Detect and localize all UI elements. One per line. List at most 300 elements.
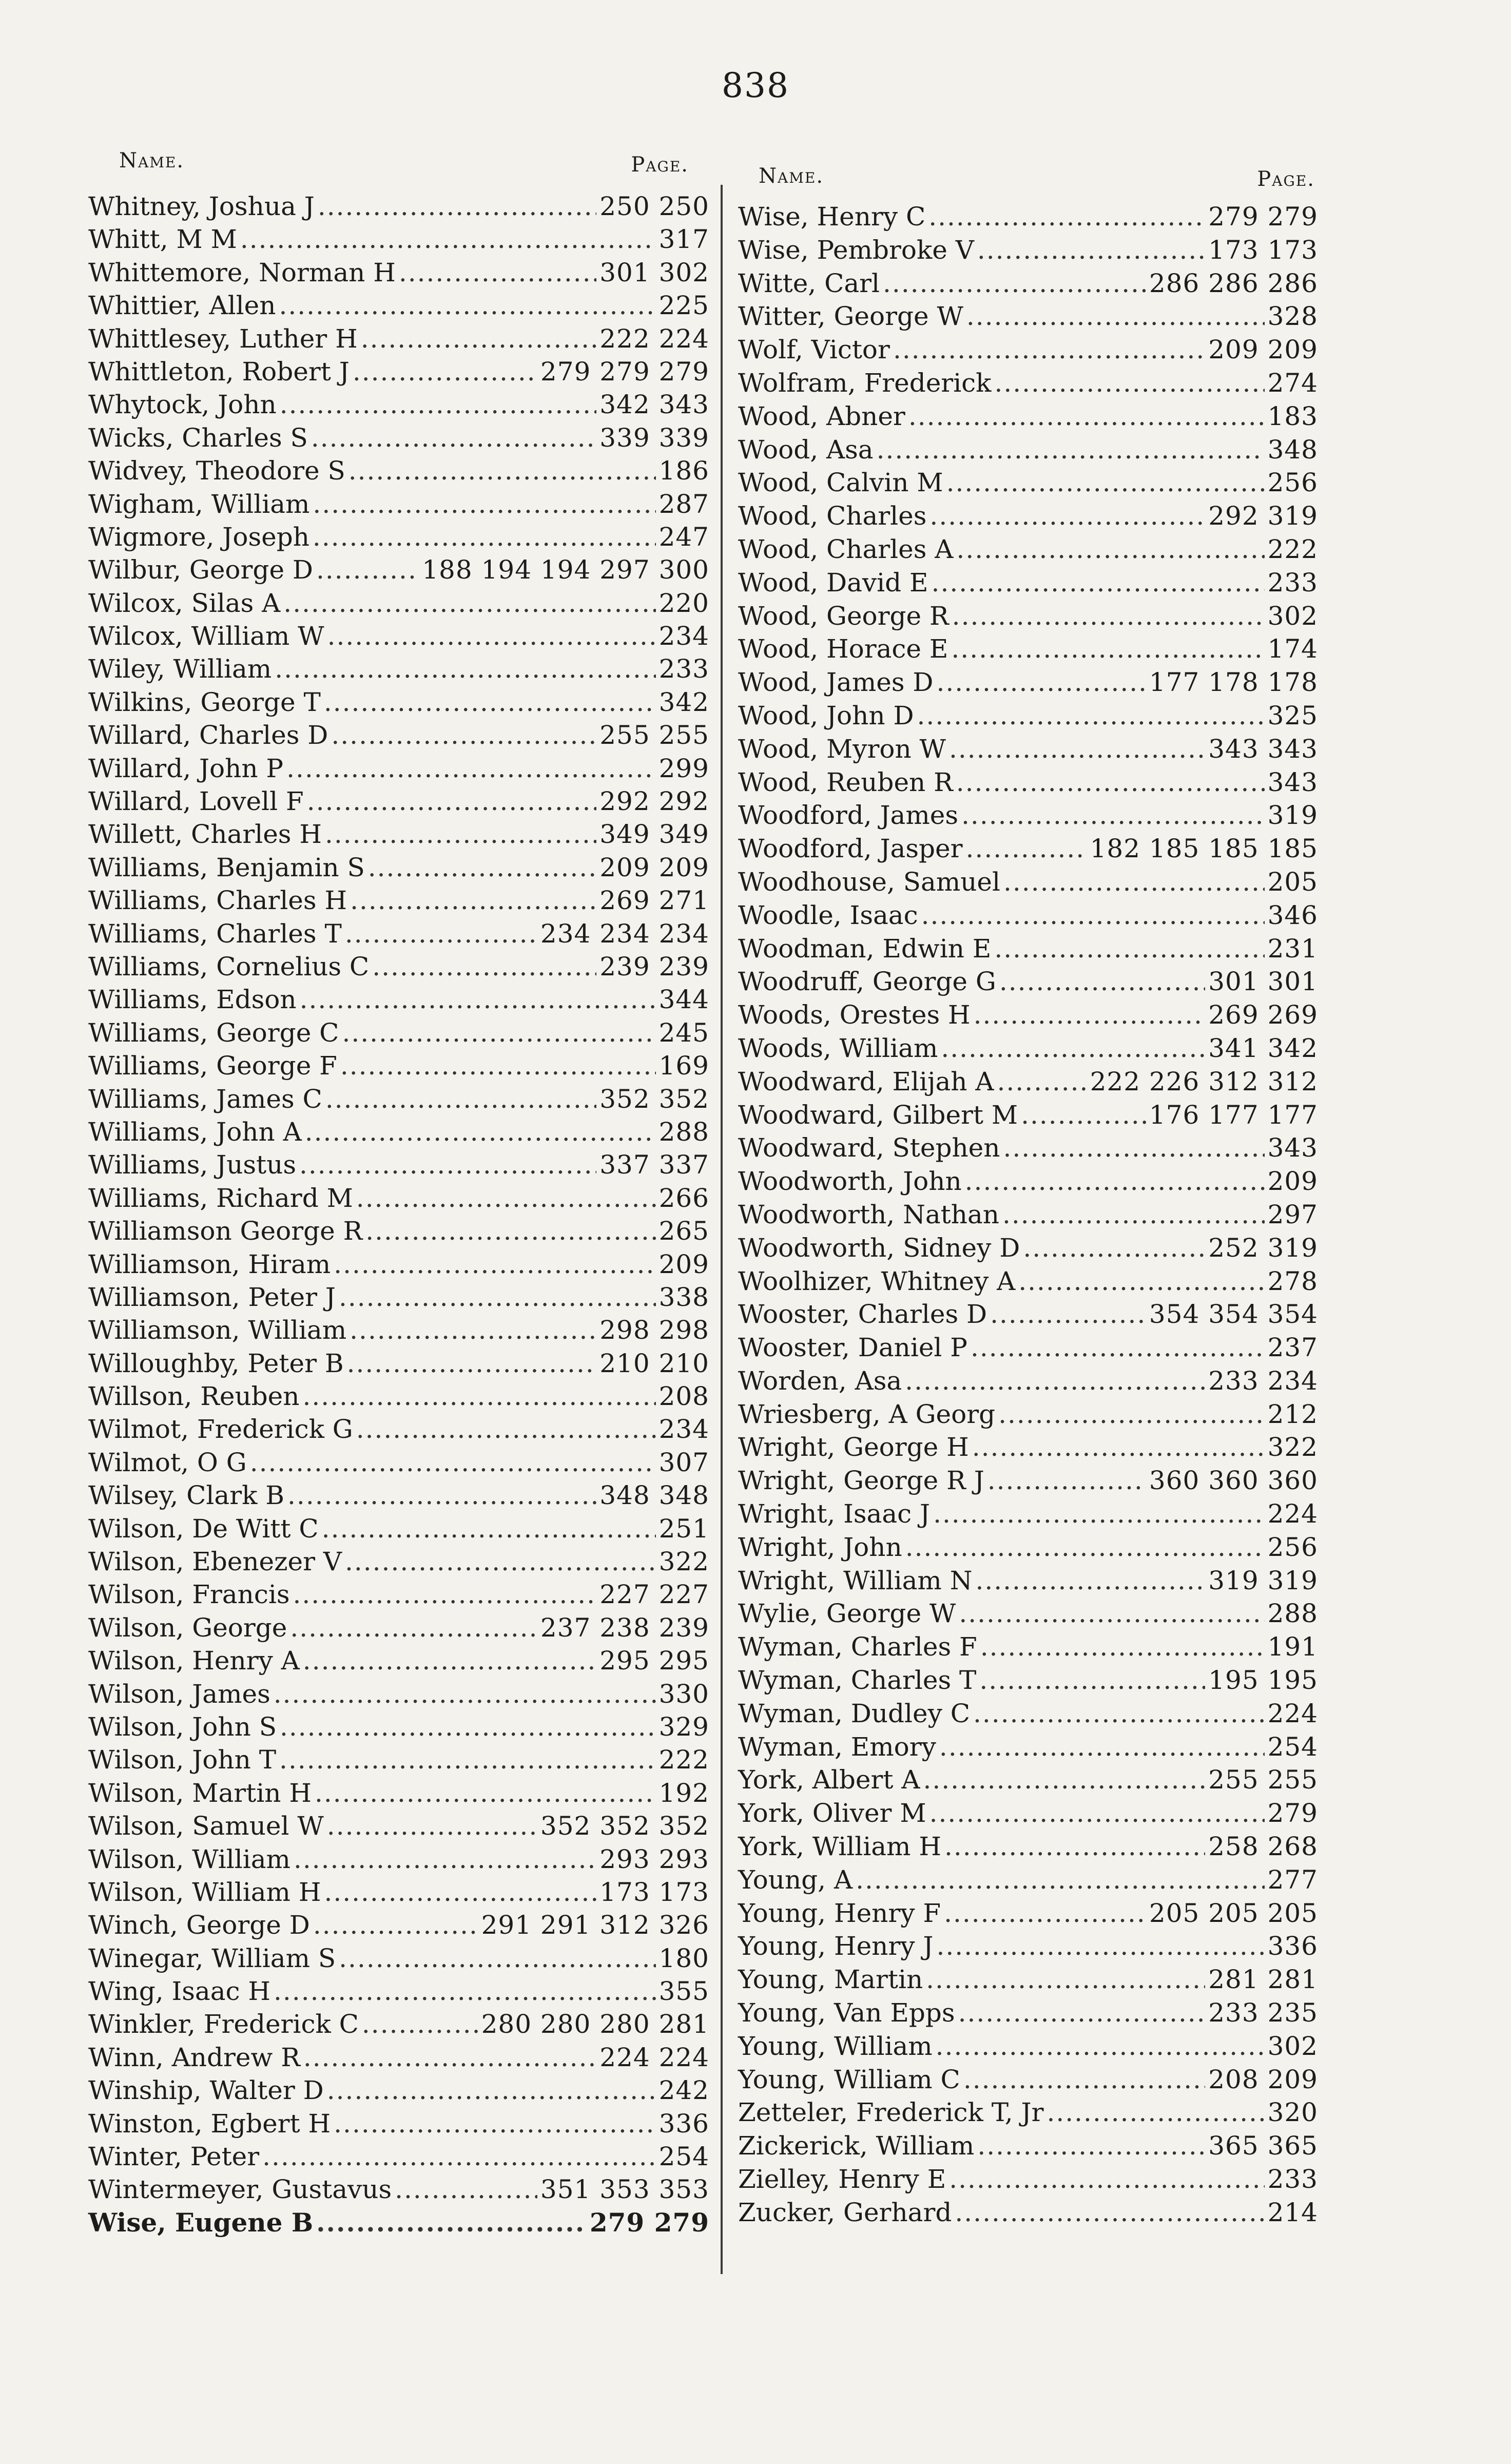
index-entry bbox=[88, 587, 709, 620]
entry-pages: 254 bbox=[1267, 1731, 1318, 1762]
entry-name: Williams, Charles H bbox=[88, 886, 347, 916]
entry-pages: 352 352 352 bbox=[540, 1811, 709, 1841]
entry-name: Wyman, Emory bbox=[738, 1731, 936, 1762]
index-entry bbox=[88, 1975, 709, 2008]
entry-pages: 234 234 234 bbox=[540, 918, 709, 949]
index-entry bbox=[738, 433, 1318, 467]
dot-leader bbox=[293, 1578, 597, 1611]
entry-name: Wylie, George W bbox=[738, 1599, 956, 1629]
column-header bbox=[738, 149, 1318, 200]
index-entry bbox=[738, 466, 1318, 499]
dot-leader bbox=[280, 388, 597, 421]
dot-leader bbox=[240, 223, 656, 256]
dot-leader bbox=[318, 190, 596, 223]
dot-leader bbox=[966, 300, 1265, 333]
index-entry bbox=[88, 454, 709, 487]
entry-name: Woolhizer, Whitney A bbox=[738, 1266, 1016, 1296]
entry-pages: 342 bbox=[658, 687, 709, 717]
entry-name: Wilson, John S bbox=[88, 1711, 277, 1742]
dot-leader bbox=[299, 1148, 596, 1181]
entry-name: Wigham, William bbox=[88, 489, 310, 519]
dot-leader bbox=[977, 2129, 1205, 2163]
index-entry bbox=[738, 1531, 1318, 1564]
dot-leader bbox=[956, 533, 1264, 566]
dot-leader bbox=[949, 733, 1205, 766]
entry-name: Wing, Isaac H bbox=[88, 1976, 271, 2007]
dot-leader bbox=[965, 1165, 1265, 1198]
dot-leader bbox=[303, 2041, 596, 2074]
dot-leader bbox=[979, 1664, 1205, 1697]
entry-pages: 302 bbox=[1267, 2031, 1318, 2061]
dot-leader bbox=[315, 1777, 656, 1810]
index-entry bbox=[88, 2041, 709, 2074]
entry-name: Wood, Asa bbox=[738, 434, 874, 465]
entry-pages: 227 227 bbox=[599, 1580, 709, 1610]
dot-leader bbox=[286, 752, 655, 785]
index-entry bbox=[738, 2196, 1318, 2229]
page-header: Page. bbox=[1257, 167, 1315, 191]
entry-name: Wooster, Daniel P bbox=[738, 1333, 967, 1363]
entry-name: Williams, Cornelius C bbox=[88, 951, 370, 981]
index-entry bbox=[738, 566, 1318, 600]
dot-leader bbox=[998, 1398, 1264, 1431]
dot-leader bbox=[353, 355, 537, 388]
entry-pages: 237 238 239 bbox=[540, 1612, 709, 1643]
dot-leader bbox=[350, 1314, 596, 1346]
entry-pages: 234 bbox=[658, 621, 709, 651]
entry-pages: 173 173 bbox=[599, 1877, 709, 1907]
entry-name: Wigmore, Joseph bbox=[88, 522, 309, 552]
entry-pages: 269 269 bbox=[1208, 1000, 1318, 1030]
dot-leader bbox=[345, 917, 537, 950]
entry-pages: 325 bbox=[1267, 700, 1318, 730]
entry-pages: 208 209 bbox=[1208, 2064, 1318, 2094]
entry-name: Whittier, Allen bbox=[88, 291, 276, 321]
dot-leader bbox=[372, 950, 596, 983]
entry-pages: 245 bbox=[658, 1017, 709, 1048]
index-entry bbox=[88, 719, 709, 752]
entry-pages: 292 319 bbox=[1208, 501, 1318, 531]
entry-name: Willard, Charles D bbox=[88, 720, 328, 750]
entry-pages: 343 343 bbox=[1208, 734, 1318, 764]
index-entry bbox=[738, 1763, 1318, 1797]
entry-pages: 233 bbox=[1267, 2164, 1318, 2194]
dot-leader bbox=[883, 267, 1146, 300]
entry-pages: 251 bbox=[658, 1513, 709, 1544]
index-entry bbox=[738, 733, 1318, 766]
entry-pages: 319 bbox=[1267, 800, 1318, 831]
page-header: Page. bbox=[631, 153, 689, 177]
entry-name: Williams, Benjamin S bbox=[88, 852, 365, 882]
entry-name: Williamson George R bbox=[88, 1216, 363, 1246]
index-entry bbox=[88, 1182, 709, 1215]
entry-pages: 188 194 194 297 300 bbox=[422, 555, 709, 585]
index-entry bbox=[738, 533, 1318, 566]
entry-pages: 250 250 bbox=[599, 191, 709, 221]
index-entry bbox=[88, 388, 709, 421]
entry-name: Witter, George W bbox=[738, 301, 963, 332]
entry-pages: 205 bbox=[1267, 867, 1318, 897]
entry-name: Wise, Pembroke V bbox=[738, 235, 974, 265]
entry-pages: 286 286 286 bbox=[1149, 268, 1318, 298]
entry-pages: 298 298 bbox=[599, 1315, 709, 1345]
entry-name: Wood, Charles bbox=[738, 501, 927, 531]
entry-pages: 336 bbox=[1267, 1931, 1318, 1961]
index-entry bbox=[738, 1364, 1318, 1398]
dot-leader bbox=[356, 1182, 656, 1215]
index-entry bbox=[738, 1464, 1318, 1497]
index-entry bbox=[88, 950, 709, 983]
entry-name: Wood, Reuben R bbox=[738, 767, 953, 797]
dot-leader bbox=[279, 289, 655, 322]
entry-pages: 355 bbox=[658, 1976, 709, 2007]
index-entry bbox=[88, 2206, 709, 2239]
entry-pages: 205 205 205 bbox=[1149, 1898, 1318, 1928]
entry-name: Zucker, Gerhard bbox=[738, 2197, 952, 2227]
entry-name: Williams, Richard M bbox=[88, 1183, 353, 1213]
index-entry bbox=[88, 1148, 709, 1181]
dot-leader bbox=[347, 1347, 597, 1380]
entry-name: Zickerick, William bbox=[738, 2131, 975, 2161]
index-entry bbox=[738, 1231, 1318, 1265]
entry-name: Woodward, Stephen bbox=[738, 1133, 1000, 1163]
entry-name: York, William H bbox=[738, 1832, 941, 1862]
dot-leader bbox=[316, 553, 419, 586]
entry-name: Willson, Reuben bbox=[88, 1381, 300, 1412]
index-entry bbox=[88, 2107, 709, 2140]
dot-leader bbox=[923, 1763, 1205, 1797]
dot-leader bbox=[350, 884, 596, 917]
dot-leader bbox=[327, 2074, 656, 2107]
entry-pages: 254 bbox=[658, 2142, 709, 2172]
index-entry bbox=[88, 521, 709, 553]
dot-leader bbox=[399, 256, 596, 289]
index-entry bbox=[738, 1797, 1318, 1830]
index-entry bbox=[738, 2063, 1318, 2096]
index-entry bbox=[88, 851, 709, 884]
index-entry bbox=[88, 1016, 709, 1049]
entry-pages: 209 209 bbox=[599, 852, 709, 882]
index-entry bbox=[88, 355, 709, 388]
index-entry bbox=[738, 367, 1318, 400]
dot-leader bbox=[1002, 1198, 1265, 1231]
entry-name: Young, Henry J bbox=[738, 1931, 934, 1961]
page-number: 838 bbox=[722, 66, 789, 105]
entry-pages: 177 178 178 bbox=[1149, 667, 1318, 698]
dot-leader bbox=[362, 2008, 478, 2040]
index-entry bbox=[88, 983, 709, 1016]
dot-leader bbox=[339, 1281, 656, 1314]
entry-pages: 365 365 bbox=[1208, 2131, 1318, 2161]
entry-pages: 301 302 bbox=[599, 257, 709, 287]
entry-name: Woodworth, John bbox=[738, 1166, 962, 1197]
entry-pages: 176 177 177 bbox=[1149, 1100, 1318, 1130]
entry-name: Williams, Edson bbox=[88, 985, 297, 1015]
dot-leader bbox=[929, 1797, 1265, 1830]
entry-pages: 279 279 bbox=[589, 2207, 709, 2238]
entry-pages: 239 239 bbox=[599, 951, 709, 981]
entry-name: Wood, David E bbox=[738, 567, 928, 598]
index-entry bbox=[88, 1049, 709, 1082]
dot-leader bbox=[345, 1545, 656, 1578]
dot-leader bbox=[368, 851, 596, 884]
dot-leader bbox=[313, 1909, 478, 1941]
dot-leader bbox=[279, 1743, 656, 1776]
index-entry bbox=[738, 499, 1318, 533]
entry-name: Williams, George F bbox=[88, 1051, 337, 1081]
entry-name: Wiley, William bbox=[88, 654, 272, 684]
index-entry bbox=[88, 1678, 709, 1710]
entry-pages: 233 bbox=[1267, 567, 1318, 598]
index-entry bbox=[88, 785, 709, 818]
dot-leader bbox=[325, 1083, 596, 1115]
dot-leader bbox=[334, 1248, 655, 1281]
dot-leader bbox=[1047, 2096, 1264, 2129]
dot-leader bbox=[316, 2206, 587, 2239]
entry-pages: 295 295 bbox=[599, 1646, 709, 1676]
dot-leader bbox=[302, 1380, 655, 1413]
entry-name: Wilson, William bbox=[88, 1844, 290, 1874]
index-entry bbox=[88, 884, 709, 917]
entry-pages: 269 271 bbox=[599, 886, 709, 916]
entry-pages: 231 bbox=[1267, 933, 1318, 964]
dot-leader bbox=[974, 998, 1206, 1032]
entry-name: Wood, George R bbox=[738, 601, 949, 631]
entry-name: Wright, George H bbox=[738, 1432, 969, 1462]
dot-leader bbox=[973, 1697, 1265, 1730]
entry-pages: 343 bbox=[1267, 767, 1318, 797]
dot-leader bbox=[936, 1930, 1264, 1963]
dot-leader bbox=[340, 1049, 656, 1082]
dot-leader bbox=[1021, 1099, 1146, 1132]
index-entry bbox=[738, 998, 1318, 1032]
entry-name: Whittemore, Norman H bbox=[88, 257, 396, 287]
right-index-list bbox=[738, 200, 1318, 2229]
entry-pages: 252 319 bbox=[1208, 1233, 1318, 1263]
entry-name: Witte, Carl bbox=[738, 268, 880, 298]
dot-leader bbox=[994, 932, 1264, 966]
index-entry bbox=[88, 1843, 709, 1876]
entry-name: Whittleton, Robert J bbox=[88, 356, 350, 387]
dot-leader bbox=[331, 719, 596, 752]
entry-name: Worden, Asa bbox=[738, 1365, 902, 1396]
entry-name: Zielley, Henry E bbox=[738, 2164, 946, 2194]
dot-leader bbox=[365, 1215, 655, 1247]
index-entry bbox=[738, 234, 1318, 267]
entry-pages: 224 bbox=[1267, 1698, 1318, 1728]
entry-name: Young, A bbox=[738, 1864, 853, 1895]
dot-leader bbox=[951, 632, 1264, 666]
entry-name: Woodle, Isaac bbox=[738, 900, 918, 930]
entry-name: Wilson, James bbox=[88, 1679, 270, 1709]
dot-leader bbox=[946, 466, 1265, 499]
entry-name: Wilson, Samuel W bbox=[88, 1811, 324, 1841]
entry-name: Wise, Eugene B bbox=[88, 2207, 314, 2238]
entry-name: Wright, William N bbox=[738, 1565, 973, 1595]
dot-leader bbox=[274, 1678, 656, 1710]
dot-leader bbox=[933, 1497, 1264, 1531]
dot-leader bbox=[877, 433, 1265, 467]
index-entry bbox=[738, 1198, 1318, 1231]
entry-pages: 278 bbox=[1267, 1266, 1318, 1296]
entry-pages: 322 bbox=[658, 1547, 709, 1577]
entry-name: Wood, Myron W bbox=[738, 734, 946, 764]
index-entry bbox=[738, 2163, 1318, 2196]
index-entry bbox=[738, 799, 1318, 832]
entry-name: Willard, Lovell F bbox=[88, 786, 304, 817]
index-entry bbox=[88, 1413, 709, 1446]
dot-leader bbox=[300, 983, 656, 1016]
index-entry bbox=[88, 1578, 709, 1611]
entry-pages: 255 255 bbox=[1208, 1765, 1318, 1795]
dot-leader bbox=[307, 785, 597, 818]
entry-name: Wilcox, William W bbox=[88, 621, 324, 651]
index-entry bbox=[738, 1431, 1318, 1464]
entry-name: Williams, Justus bbox=[88, 1150, 297, 1180]
entry-pages: 348 348 bbox=[599, 1480, 709, 1511]
index-entry bbox=[738, 2129, 1318, 2163]
entry-pages: 265 bbox=[658, 1216, 709, 1246]
entry-name: Wilmot, O G bbox=[88, 1447, 247, 1477]
dot-leader bbox=[893, 333, 1205, 367]
index-entry bbox=[88, 652, 709, 685]
entry-name: Wise, Henry C bbox=[738, 202, 926, 232]
entry-name: Woodman, Edwin E bbox=[738, 933, 992, 964]
entry-pages: 233 bbox=[658, 654, 709, 684]
entry-name: Woods, Orestes H bbox=[738, 1000, 971, 1030]
index-entry bbox=[738, 1331, 1318, 1364]
dot-leader bbox=[327, 1810, 537, 1842]
entry-pages: 351 353 353 bbox=[540, 2174, 709, 2205]
index-entry bbox=[88, 1380, 709, 1413]
entry-name: Woods, William bbox=[738, 1033, 938, 1063]
index-entry bbox=[88, 2140, 709, 2173]
index-entry bbox=[88, 1545, 709, 1578]
index-entry bbox=[738, 666, 1318, 699]
index-entry bbox=[738, 1032, 1318, 1065]
index-entry bbox=[88, 752, 709, 785]
entry-pages: 182 185 185 185 bbox=[1090, 834, 1318, 864]
entry-name: Wintermeyer, Gustavus bbox=[88, 2174, 392, 2205]
entry-pages: 320 bbox=[1267, 2097, 1318, 2128]
name-header: Name. bbox=[119, 149, 185, 172]
index-entry bbox=[738, 865, 1318, 899]
dot-leader bbox=[339, 1942, 655, 1975]
entry-pages: 209 bbox=[658, 1249, 709, 1279]
dot-leader bbox=[921, 899, 1265, 932]
index-entry bbox=[738, 1930, 1318, 1963]
entry-pages: 222 226 312 312 bbox=[1090, 1066, 1318, 1096]
entry-pages: 328 bbox=[1267, 301, 1318, 332]
entry-name: Wyman, Charles T bbox=[738, 1665, 977, 1696]
index-entry bbox=[738, 333, 1318, 367]
entry-pages: 242 bbox=[658, 2075, 709, 2106]
dot-leader bbox=[334, 2107, 655, 2140]
entry-name: Winship, Walter D bbox=[88, 2075, 324, 2106]
entry-pages: 281 281 bbox=[1208, 1965, 1318, 1995]
index-entry bbox=[88, 1810, 709, 1842]
entry-pages: 280 280 280 281 bbox=[481, 2009, 709, 2039]
entry-pages: 258 268 bbox=[1208, 1832, 1318, 1862]
entry-pages: 233 235 bbox=[1208, 1998, 1318, 2028]
entry-name: Wooster, Charles D bbox=[738, 1299, 987, 1330]
index-entry bbox=[88, 1777, 709, 1810]
index-entry bbox=[88, 1743, 709, 1776]
index-entry bbox=[88, 289, 709, 322]
dot-leader bbox=[908, 400, 1265, 433]
dot-leader bbox=[917, 699, 1265, 733]
dot-leader bbox=[324, 1876, 596, 1909]
left-column bbox=[88, 149, 709, 2239]
entry-pages: 293 293 bbox=[599, 1844, 709, 1874]
entry-pages: 220 bbox=[658, 588, 709, 618]
index-entry bbox=[88, 1942, 709, 1975]
index-entry bbox=[738, 267, 1318, 300]
dot-leader bbox=[283, 587, 655, 620]
entry-pages: 222 bbox=[1267, 534, 1318, 564]
entry-name: Wilson, John T bbox=[88, 1745, 277, 1775]
dot-leader bbox=[856, 1863, 1264, 1897]
index-entry bbox=[738, 1963, 1318, 1996]
entry-name: Wood, James D bbox=[738, 667, 934, 698]
index-entry bbox=[738, 1830, 1318, 1863]
dot-leader bbox=[1023, 1231, 1205, 1265]
entry-name: Wilson, William H bbox=[88, 1877, 321, 1907]
entry-name: Wood, Abner bbox=[738, 401, 905, 431]
index-entry bbox=[88, 1644, 709, 1677]
entry-pages: 225 bbox=[658, 291, 709, 321]
index-entry bbox=[738, 400, 1318, 433]
index-entry bbox=[738, 1298, 1318, 1331]
dot-leader bbox=[929, 499, 1205, 533]
entry-pages: 279 279 279 bbox=[540, 356, 709, 387]
index-entry bbox=[738, 1165, 1318, 1198]
entry-name: Wilkins, George T bbox=[88, 687, 321, 717]
index-entry bbox=[738, 766, 1318, 799]
entry-pages: 336 bbox=[658, 2108, 709, 2139]
entry-name: Wood, Horace E bbox=[738, 634, 948, 664]
entry-name: Wilmot, Frederick G bbox=[88, 1414, 353, 1445]
entry-name: Wolf, Victor bbox=[738, 335, 890, 365]
entry-name: York, Oliver M bbox=[738, 1798, 926, 1828]
entry-name: Woodhouse, Samuel bbox=[738, 867, 1001, 897]
entry-pages: 279 bbox=[1267, 1798, 1318, 1828]
entry-name: Whittlesey, Luther H bbox=[88, 323, 358, 354]
entry-name: Woodruff, George G bbox=[738, 967, 996, 997]
entry-name: Winston, Egbert H bbox=[88, 2108, 331, 2139]
entry-name: Wriesberg, A Georg bbox=[738, 1399, 996, 1429]
index-entry bbox=[88, 1115, 709, 1148]
entry-pages: 266 bbox=[658, 1183, 709, 1213]
index-entry bbox=[738, 1897, 1318, 1930]
dot-leader bbox=[280, 1710, 656, 1743]
entry-pages: 180 bbox=[658, 1943, 709, 1973]
entry-name: Winn, Andrew R bbox=[88, 2042, 300, 2072]
right-column bbox=[738, 149, 1318, 2229]
dot-leader bbox=[941, 1032, 1205, 1065]
entry-name: Woodford, Jasper bbox=[738, 834, 963, 864]
column-header bbox=[88, 149, 709, 190]
entry-pages: 317 bbox=[658, 224, 709, 255]
index-entry bbox=[738, 699, 1318, 733]
entry-name: Young, William C bbox=[738, 2064, 960, 2094]
entry-pages: 233 234 bbox=[1208, 1365, 1318, 1396]
dot-leader bbox=[275, 652, 655, 685]
dot-leader bbox=[294, 1843, 596, 1876]
entry-name: Wilson, De Witt C bbox=[88, 1513, 319, 1544]
entry-pages: 247 bbox=[658, 522, 709, 552]
entry-pages: 338 bbox=[658, 1282, 709, 1312]
